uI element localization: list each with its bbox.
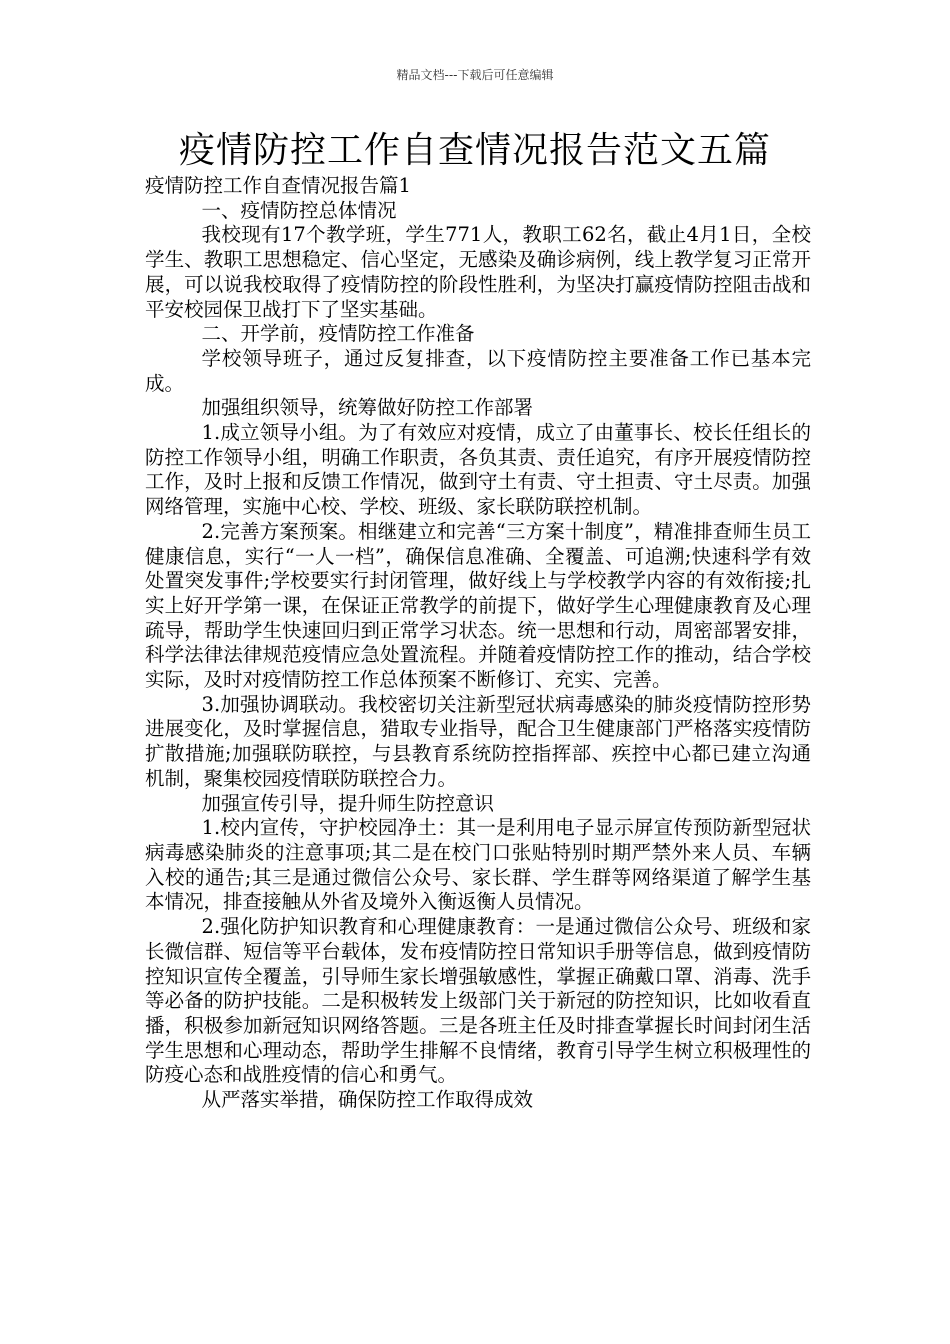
paragraph: 学校领导班子，通过反复排查，以下疫情防控主要准备工作已基本完成。 — [145, 346, 811, 395]
paragraph: 二、开学前，疫情防控工作准备 — [201, 322, 475, 346]
paragraph: 加强组织领导，统筹做好防控工作部署 — [201, 396, 534, 420]
document-body — [145, 174, 811, 1113]
document-title: 疫情防控工作自查情况报告范文五篇 — [178, 130, 771, 171]
paragraph: 3.加强协调联动。我校密切关注新型冠状病毒感染的肺炎疫情防控形势进展变化，及时掌握信息，猎取专业指导，配合卫生健康部门严格落实疫情防扩散措施;加强联防联控，与县教育系统防控指挥部、疾控中心都已建立沟通机制，聚集校园疫情联防联控合力。 — [145, 692, 811, 790]
paragraph: 2.完善方案预案。相继建立和完善“三方案十制度”，精准排查师生员工健康信息，实行“一人一档”，确保信息准确、全覆盖、可追溯;快速科学有效处置突发事件;学校要实行封闭管理，做好线上与学校教学内容的有效衔接;扎实上好开学第一课，在保证正常教学的前提下，做好学生心理健康教育及心理疏导，帮助学生快速回归到正常学习状态。统一思想和行动，周密部署安排，科学法律法律规范疫情应急处置流程。并随着疫情防控工作的推动，结合学校实际，及时对疫情防控工作总体预案不断修订、充实、完善。 — [145, 519, 811, 692]
paragraph: 从严落实举措，确保防控工作取得成效 — [201, 1088, 534, 1112]
paragraph: 我校现有17个教学班，学生771人，教职工62名，截止4月1日，全校学生、教职工思想稳定、信心坚定，无感染及确诊病例，线上教学复习正常开展，可以说我校取得了疫情防控的阶段性胜利，为坚决打赢疫情防控阻击战和平安校园保卫战打下了坚实基础。 — [145, 223, 811, 321]
paragraph: 2.强化防护知识教育和心理健康教育：一是通过微信公众号、班级和家长微信群、短信等平台载体，发布疫情防控日常知识手册等信息，做到疫情防控知识宣传全覆盖，引导师生家长增强敏感性，掌握正确戴口罩、消毒、洗手等必备的防护技能。二是积极转发上级部门关于新冠的防控知识，比如收看直播，积极参加新冠知识网络答题。三是各班主任及时排查掌握长时间封闭生活学生思想和心理动态，帮助学生排解不良情绪，教育引导学生树立积极理性的防疫心态和战胜疫情的信心和勇气。 — [145, 915, 811, 1087]
paragraph: 1.成立领导小组。为了有效应对疫情，成立了由董事长、校长任组长的防控工作领导小组，明确工作职责，各负其责、责任追究，有序开展疫情防控工作，及时上报和反馈工作情况，做到守土有责、守土担责、守土尽责。加强网络管理，实施中心校、学校、班级、家长联防联控机制。 — [145, 421, 811, 519]
paragraph: 1.校内宣传，守护校园净土：其一是利用电子显示屏宣传预防新型冠状病毒感染肺炎的注意事项;其二是在校门口张贴特别时期严禁外来人员、车辆入校的通告;其三是通过微信公众号、家长群、学生群等网络渠道了解学生基本情况，排查接触从外省及境外入衡返衡人员情况。 — [145, 816, 811, 914]
paragraph: 加强宣传引导，提升师生防控意识 — [201, 791, 495, 815]
paragraph: 一、疫情防控总体情况 — [201, 198, 397, 222]
header-note: 精品文档---下载后可任意编辑 — [396, 68, 554, 82]
paragraph: 疫情防控工作自查情况报告篇1 — [145, 174, 411, 197]
